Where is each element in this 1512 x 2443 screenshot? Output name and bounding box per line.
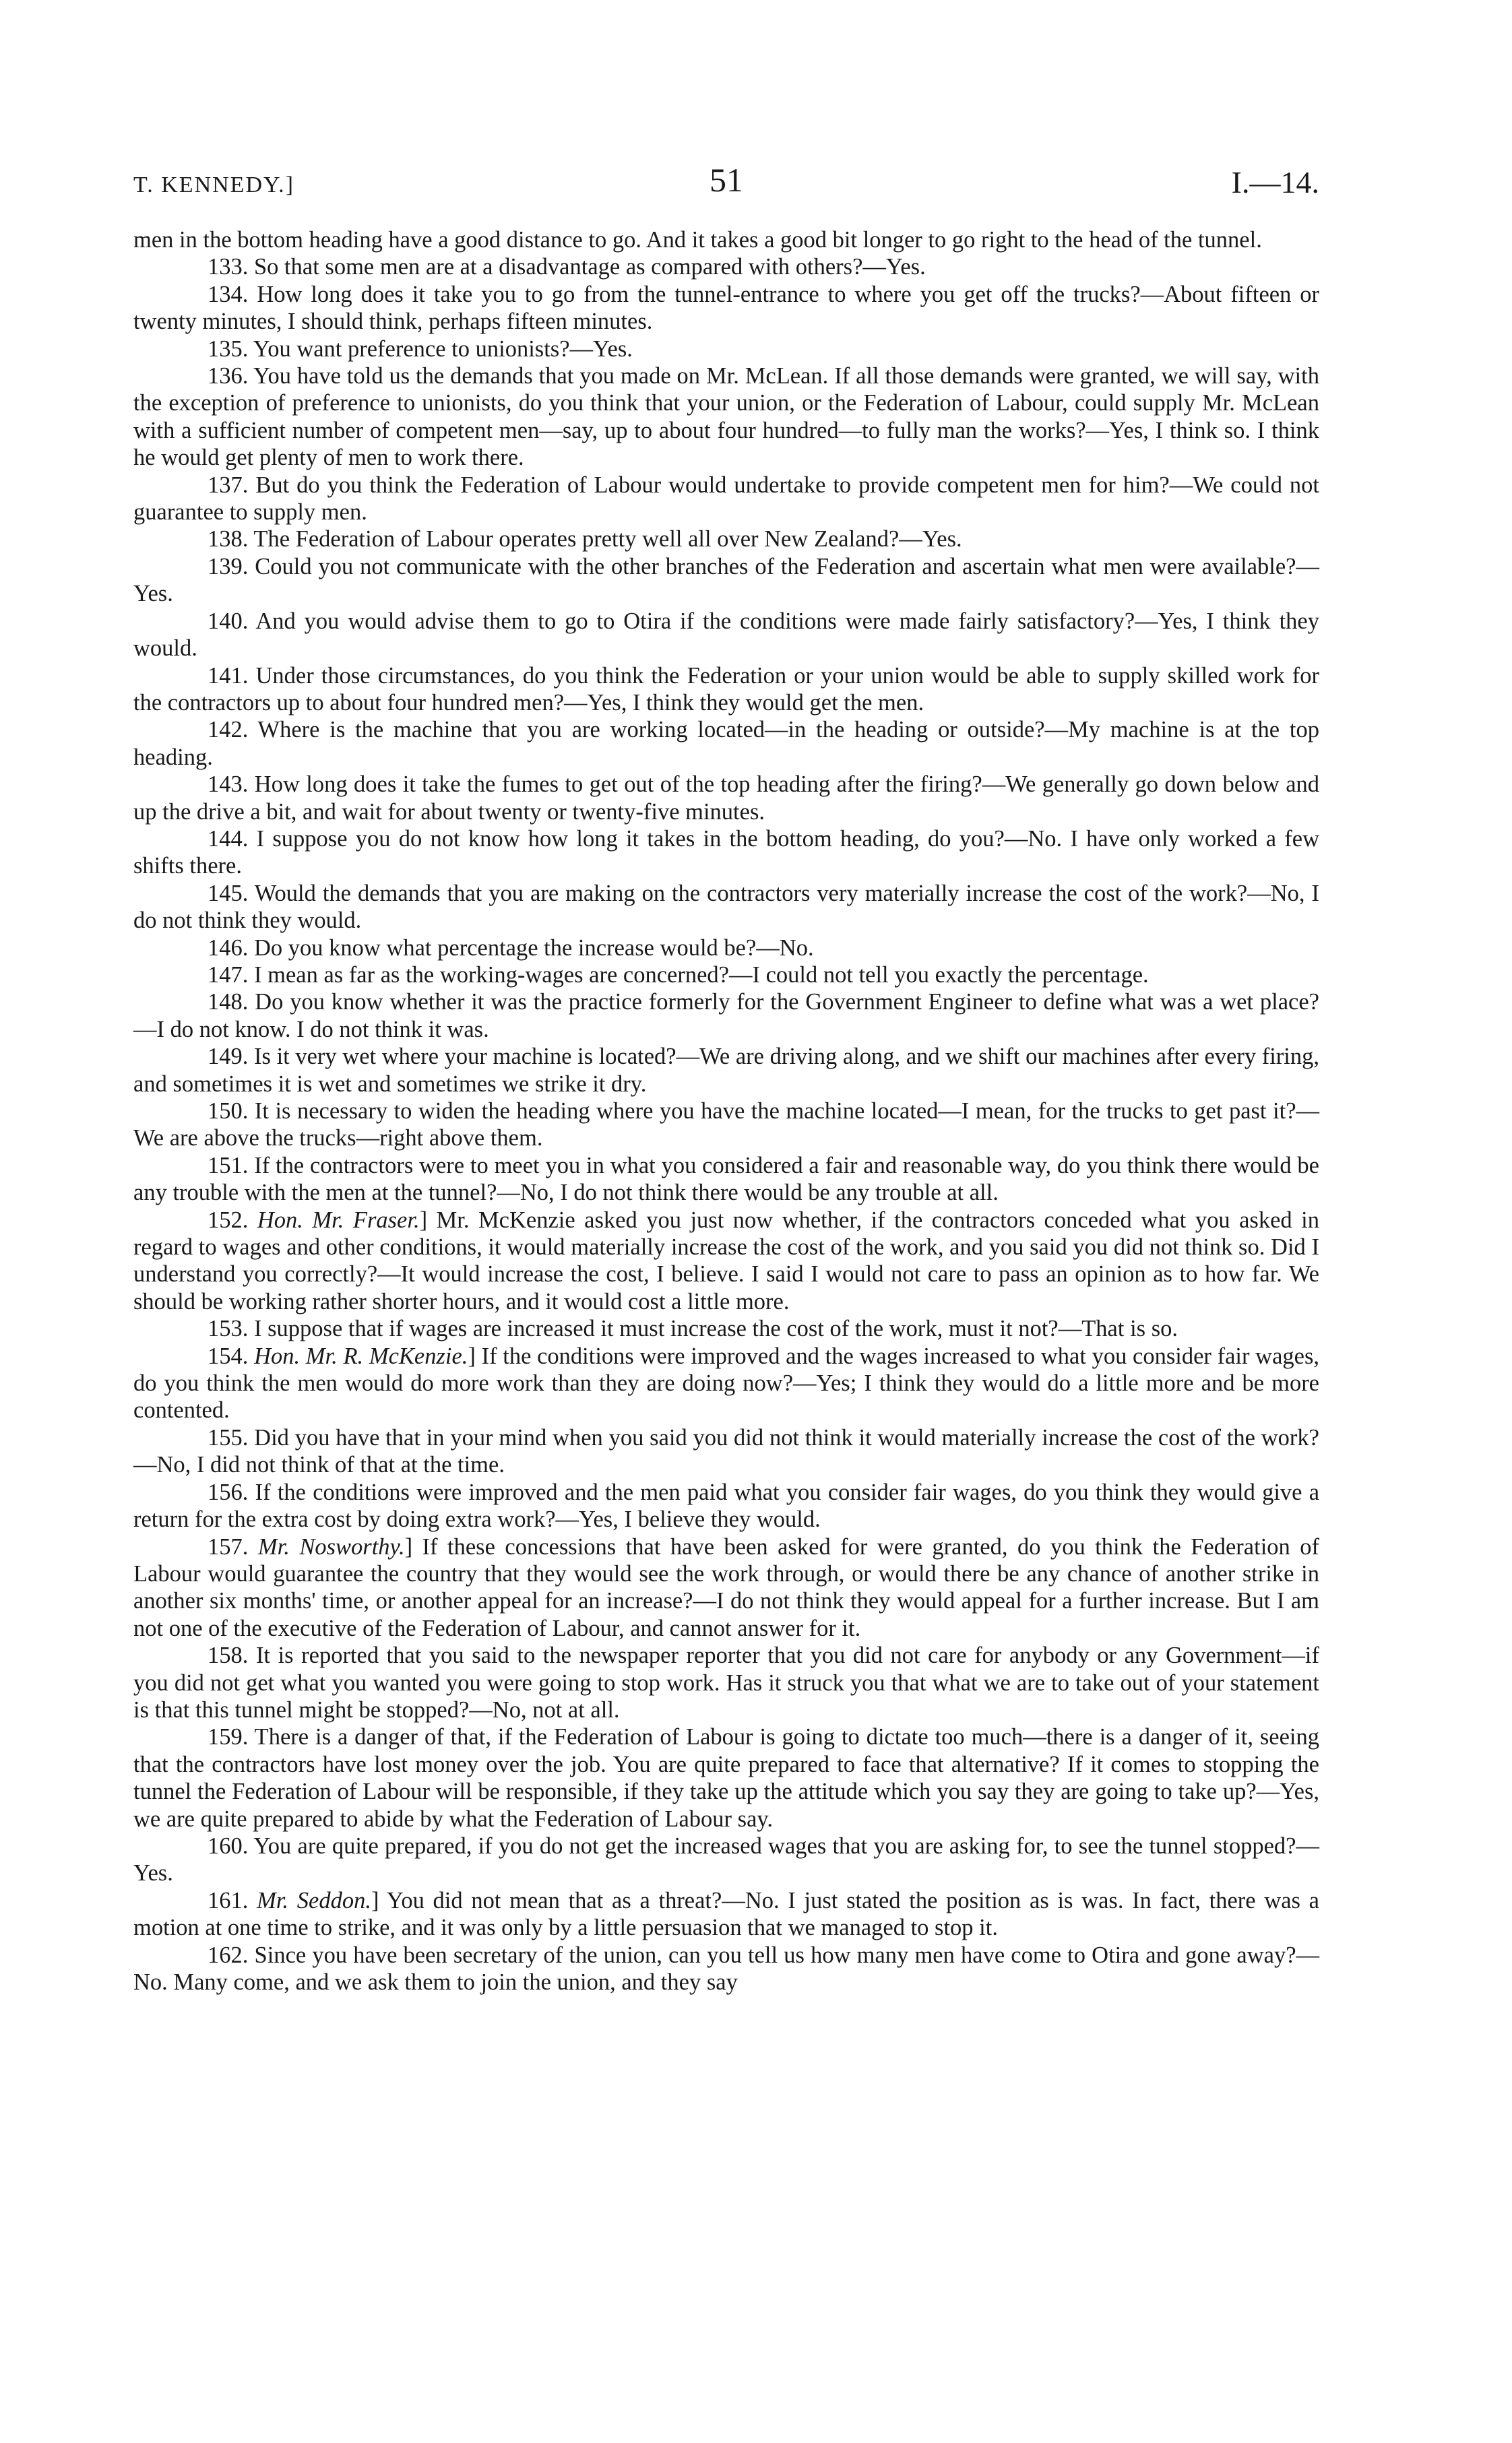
qa-paragraph [133,1833,1319,1887]
paragraph-text: If the conditions were improved and the men paid what you consider fair wages, do you think they would give a return for the extra cost by doing extra work?—Yes, I believe they would. [133,1479,1320,1533]
qa-paragraph [133,281,1319,336]
qa-paragraph [133,716,1319,771]
qa-paragraph [133,1942,1319,1996]
paragraph-text: I mean as far as the working-wages are concerned?—I could not tell you exactly the percentage. [254,961,1149,988]
qa-paragraph: 154. Hon. Mr. R. McKenzie.] If the conditions were improved and the wages increased to what you consider fair wages, do you think the men would do more work than they are doing now?—Yes; I think they would do a little more and be more contented. [133,1343,1319,1424]
qa-paragraph [133,226,1319,253]
paragraph-text: Do you know whether it was the practice formerly for the Government Engineer to define what was a wet place?—I do not know. I do not think it was. [133,989,1319,1042]
page-number: 51 [710,161,743,199]
qa-paragraph [133,1642,1319,1723]
paragraph-text: You did not mean that as a threat?—No. I just stated the position as is was. In fact, there was a motion at one time to strike, and it was only by a little persuasion that we managed to stop it. [133,1887,1319,1941]
question-number: 159. [208,1724,249,1750]
question-number: 160. [208,1833,249,1859]
question-number: 139. [208,553,249,579]
paragraph-text: I suppose that if wages are increased it must increase the cost of the work, must it not?—That is so. [254,1316,1178,1342]
question-number: 137. [208,472,249,498]
qa-paragraph [133,608,1319,662]
qa-paragraph [133,253,1319,280]
paragraph-text: Mr. McKenzie asked you just now whether, if the contractors conceded what you asked in regard to wages and other conditions, it would materially increase the cost of the work, and you said you did not think so. Did I understand you correctly?—It would increase the cost, I believe. I said I would not care to pass an opinion as to how far. We should be working rather shorter hours, and it would cost a little more. [133,1207,1319,1314]
paragraph-text: It is necessary to widen the heading where you have the machine located—I mean, for the trucks to get past it?—We are above the trucks—right above them. [133,1098,1320,1151]
speaker-name: Mr. Nosworthy. [257,1533,405,1560]
paragraph-text: Do you know what percentage the increase would be?—No. [254,934,814,961]
qa-paragraph [133,1723,1319,1833]
speaker-name: Mr. Seddon. [257,1887,371,1913]
paragraph-text: There is a danger of that, if the Federation of Labour is going to dictate too much—there is a danger of it, seeing that the contractors have lost money over the job. You are quite prepared to face that alternative? If it comes to stopping the tunnel the Federation of Labour will be responsible, if they take up the attitude which you say they are going to take up?—Yes, we are quite prepared to abide by what the Federation of Labour say. [133,1724,1319,1832]
question-number: 140. [208,608,249,634]
paragraph-text: If the conditions were improved and the wages increased to what you consider fair wages, do you think the men would do more work than they are doing now?—Yes; I think they would do a little more and be more contented. [133,1343,1319,1424]
question-number: 136. [208,363,249,389]
question-number: 155. [208,1424,249,1451]
question-number: 147. [208,961,249,988]
qa-paragraph [133,988,1319,1043]
qa-paragraph [133,825,1319,880]
qa-paragraph [133,662,1319,717]
qa-paragraph [133,1424,1319,1479]
paragraph-text: It is reported that you said to the newspaper reporter that you did not care for anybody or any Government—if you did not get what you wanted you were going to stop work. Has it struck you that what we are to take out of your statement is that this tunnel might be stopped?—No, not at all. [133,1643,1319,1723]
evidence-text [133,226,1319,1996]
page-header [133,160,1319,208]
question-number: 149. [208,1044,249,1070]
question-number: 157. [208,1533,249,1560]
qa-paragraph [133,771,1319,825]
qa-paragraph [133,362,1319,472]
qa-paragraph [133,553,1319,608]
header-witness-name: T. KENNEDY.] [133,172,294,197]
question-number: 152. [208,1207,249,1233]
qa-paragraph [133,961,1319,988]
question-number: 146. [208,934,249,961]
paragraph-text: Is it very wet where your machine is located?—We are driving along, and we shift our machines after every firing, and sometimes it is wet and sometimes we strike it dry. [133,1044,1319,1097]
qa-paragraph [133,526,1319,552]
paragraph-text: You want preference to unionists?—Yes. [253,336,633,362]
question-number: 138. [208,526,249,552]
paragraph-text: How long does it take the fumes to get out of the top heading after the firing?—We generally go down below and up the drive a bit, and wait for about twenty or twenty-five minutes. [133,771,1320,825]
paragraph-text: Did you have that in your mind when you said you did not think it would materially increase the cost of the work?—No, I did not think of that at the time. [133,1424,1319,1478]
paragraph-text: But do you think the Federation of Labour would undertake to provide competent men for him?—We could not guarantee to supply men. [133,472,1319,526]
paragraph-text: I suppose you do not know how long it takes in the bottom heading, do you?—No. I have only worked a few shifts there. [133,825,1319,879]
question-number: 162. [208,1942,249,1968]
paragraph-text: You have told us the demands that you made on Mr. McLean. If all those demands were granted, we will say, with the exception of preference to unionists, do you think that your union, or the Federation of Labour, could supply Mr. McLean with a sufficient number of competent men—say, up to about four hundred—to fully man the works?—Yes, I think so. I think he would get plenty of men to work there. [133,363,1319,471]
paragraph-text: How long does it take you to go from the tunnel-entrance to where you get off the trucks?—About fifteen or twenty minutes, I should think, perhaps fifteen minutes. [133,281,1320,335]
question-number: 154. [208,1343,249,1369]
paragraph-text: Would the demands that you are making on the contractors very materially increase the cost of the work?—No, I do not think they would. [133,880,1319,934]
paragraph-text: men in the bottom heading have a good distance to go. And it takes a good bit longer to go right to the head of the tunnel. [133,227,1262,253]
question-number: 151. [208,1152,249,1178]
question-number: 142. [208,717,249,743]
paragraph-text: Where is the machine that you are working located—in the heading or outside?—My machine is at the top heading. [133,717,1319,770]
speaker-name: Hon. Mr. Fraser. [257,1207,420,1233]
question-number: 133. [208,254,249,280]
qa-paragraph: 161. Mr. Seddon.] You did not mean that as a threat?—No. I just stated the position as is was. In fact, there was a motion at one time to strike, and it was only by a little persuasion that we managed to stop it. [133,1887,1319,1941]
qa-paragraph [133,336,1319,362]
paragraph-text: The Federation of Labour operates pretty well all over New Zealand?—Yes. [253,526,962,552]
question-number: 143. [208,771,249,798]
qa-paragraph: 152. Hon. Mr. Fraser.] Mr. McKenzie asked you just now whether, if the contractors conceded what you asked in regard to wages and other conditions, it would materially increase the cost of the work, and you said you did not think so. Did I understand you correctly?—It would increase the cost, I believe. I said I would not care to pass an opinion as to how far. We should be working rather shorter hours, and it would cost a little more. [133,1207,1319,1314]
qa-paragraph: 157. Mr. Nosworthy.] If these concessions that have been asked for were granted, do you think the Federation of Labour would guarantee the country that they would see the work through, or would there be any chance of another strike in another six months' time, or another appeal for an increase?—I do not think they would appeal for a further increase. But I am not one of the executive of the Federation of Labour, and cannot answer for it. [133,1533,1320,1641]
paragraph-text: And you would advise them to go to Otira if the conditions were made fairly satisfactory?—Yes, I think they would. [133,608,1319,662]
question-number: 161. [208,1887,249,1913]
question-number: 148. [208,989,249,1015]
qa-paragraph [133,472,1319,526]
speaker-name: Hon. Mr. R. McKenzie. [254,1343,468,1369]
paragraph-text: Since you have been secretary of the union, can you tell us how many men have come to Otira and gone away?—No. Many come, and we ask them to join the union, and they say [133,1942,1320,1995]
paragraph-text: You are quite prepared, if you do not get the increased wages that you are asking for, to see the tunnel stopped?—Yes. [133,1833,1319,1886]
question-number: 141. [208,662,249,689]
question-number: 150. [208,1098,249,1124]
paragraph-text: So that some men are at a disadvantage as compared with others?—Yes. [254,254,926,280]
paragraph-text: If the contractors were to meet you in what you considered a fair and reasonable way, do you think there would be any trouble with the men at the tunnel?—No, I do not think there would be any trouble at all. [133,1152,1319,1206]
qa-paragraph [133,934,1319,961]
paragraph-text: If these concessions that have been asked for were granted, do you think the Federation of Labour would guarantee the country that they would see the work through, or would there be any chance of another strike in another six months' time, or another appeal for an increase?—I do not think they would appeal for a further increase. But I am not one of the executive of the Federation of Labour, and cannot answer for it. [133,1533,1320,1641]
paragraph-text: Under those circumstances, do you think the Federation or your union would be able to supply skilled work for the contractors up to about four hundred men?—Yes, I think they would get the men. [133,662,1319,716]
qa-paragraph [133,1098,1319,1152]
qa-paragraph [133,1315,1319,1342]
question-number: 134. [208,281,249,307]
document-reference: I.—14. [1231,165,1319,199]
question-number: 156. [208,1479,249,1505]
qa-paragraph [133,880,1319,934]
question-number: 145. [208,880,249,906]
qa-paragraph [133,1152,1319,1207]
question-number: 158. [208,1643,249,1669]
qa-paragraph [133,1479,1319,1533]
question-number: 153. [208,1316,249,1342]
qa-paragraph [133,1043,1319,1098]
paragraph-text: Could you not communicate with the other branches of the Federation and ascertain what men were available?—Yes. [133,553,1319,607]
question-number: 144. [208,825,249,852]
question-number: 135. [208,336,249,362]
